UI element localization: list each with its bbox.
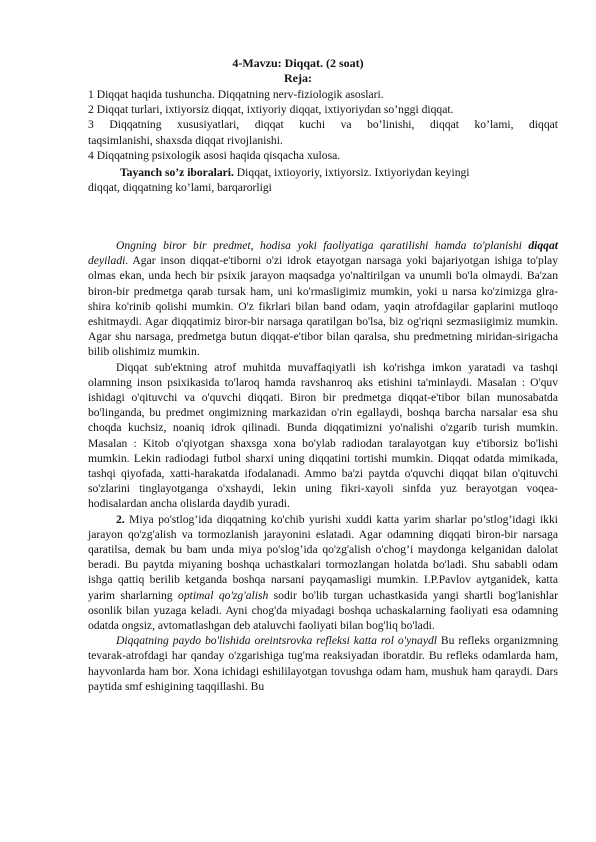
plan-item: 4 Diqqatning psixologik asosi haqida qisqacha xulosa. bbox=[88, 148, 341, 162]
paragraph bbox=[88, 633, 558, 694]
page-title: 4-Mavzu: Diqqat. (2 soat) bbox=[232, 56, 364, 70]
plan-item-continued: taqsimlanishi, shaxsda diqqat rivojlanishi. bbox=[88, 133, 283, 147]
definition-term: diqqat bbox=[528, 239, 558, 252]
definition-lead: Ongning biror bir predmet, hodisa yoki faoliyatiga qaratilishi hamda to'planishi bbox=[116, 239, 529, 252]
keywords-block bbox=[88, 165, 558, 195]
body-text bbox=[88, 238, 558, 694]
paragraph-text: Bu refleks organizmning tevarak-atrofdagi har qanday o'zgarishiga tug'ma reaksiyadan iboratdir. Bu refleks odamlarda ham, hayvonlarda ham bor. Xona ichidagi eshililayotgan tovushga odam ham, mushuk ham qaraydi. Dars paytida smf eshigining taqqillashi. Bu bbox=[88, 634, 559, 693]
paragraph bbox=[88, 238, 558, 360]
keywords-text-continued: diqqat, diqqatning ko’lami, barqarorligi bbox=[88, 181, 272, 195]
emphasis-sentence: Diqqatning paydo bo'lishida oreintsrovka refleksi katta rol o'ynaydl bbox=[116, 634, 438, 648]
keywords-text: Diqqat, ixtioyoriy, ixtiyorsiz. Ixtiyoriydan keyingi bbox=[233, 166, 470, 179]
paragraph: Diqqat sub'ektning atrof muhitda muvaffaqiyatli ish ko'rishga imkon yaratadi va tashqi olamning inson psixikasida to'laroq hamda ravshanroq aks etishini ta'minlaydi. Masalan : O'quv ishidagi o'qituvchi va o'quvchi diqqati. Biron bir predmetga diqqat-e'tibor bilan munosabatda bo'linganda, bu predmet ongimizning markazidan o'rin egallaydi, boshqa barcha narsalar esa shu choqda kuchsiz, noaniq idrok qilinadi. Bunda diqqatimizni yo'nalishi o'zgarib turish mumkin. Masalan : Kitob o'qiyotgan shaxsga xona bo'ylab radiodan taralayotgan kuy e'tiborsiz bo'lishi mumkin. Lekin radiodagi futbol sharxi uning diqqatini tortishi mumkin. Diqqat odatda mimikada, tashqi qiyofada, xatti-harakatda ifodalanadi. Ammo ba'zi paytda o'quvchi diqqat bilan o'qituvchi so'zlarini tinglayotganga o'xshaydi, lekin uning fikri-xayoli sinfda yuz berayotgan voqea-hodisalardan ancha olislarda daydib yuradi. bbox=[88, 360, 558, 511]
paragraph-text: sodir bo'lib turgan uchastkasida yangi shartli bog'lanishlar osonlik bilan yuzaga keladi. Ayni chog'da miyadagi boshqa uchaskalarning faoliyati esa odamning odatda ongsiz, avtomatlashgan deb ataluvchi faoliyati bilan bog'liq bo'ladi. bbox=[88, 588, 559, 633]
keywords-label: Tayanch so’z iboralari. bbox=[120, 166, 234, 179]
paragraph-number: 2. bbox=[116, 512, 125, 526]
definition-tail: deyiladi. bbox=[88, 254, 129, 268]
paragraph-text: Miya po'stlog’ida diqqatning ko'chib yurishi xuddi katta yarim sharlar po’stlog’idagi ikki jarayon qo'zg'alish va tormozlanish jarayonini eslatadi. Agar odamning diqqati biron-bir narsaga qaratilsa, demak bu bam unda miya po'slog’ida qo'zg'alish o'chog’i maydonga kelganidan dalolat beradi. Bu paytda miyaning boshqa uchastkalari tormozlangan holatda bo'ladi. Shu sababli odam ishga qattiq berilib ketganda boshqa narsani payqamasligi mumkin. I.P.Pavlov aytganidek, katta yarim sharlarning bbox=[88, 512, 558, 602]
plan-heading: Reja: bbox=[284, 71, 312, 85]
emphasis-term: optimal qo'zg'alish bbox=[178, 588, 269, 602]
paragraph-text: Agar inson diqqat-e'tiborni o'zi idrok etayotgan narsaga yoki bajariyotgan ishiga to'play olmas ekan, unda hech bir psixik jarayon maqsadga yo'naltirilgan va unumli bo'la olmaydi. Ba'zan biron-bir predmetga qarab tursak ham, uni ko'rmasligimiz mumkin, yoki u narsa ko'zimizga glra-shira ko'rinib qolishi mumkin. O'z fikrlari bilan band odam, yaqin atrofdagilar gaplarini mutloqo eshitmaydi. Agar diqqatimiz biror-bir narsaga qaratilgan bo'lsa, biz og'riqni sezmasiigimiz mumkin. Agar shu narsaga, predmetga butun diqqat-e'tibor bilan qaralsa, shu predmetning miridan-sirigacha bilib olishimiz mumkin. bbox=[88, 254, 558, 359]
plan-item: 1 Diqqat haqida tushuncha. Diqqatning nerv-fiziologik asoslari. bbox=[88, 88, 384, 101]
paragraph bbox=[88, 512, 558, 634]
plan-list bbox=[88, 87, 558, 163]
plan-item: 3 Diqqatning xususiyatlari, diqqat kuchi va bo’linishi, diqqat ko’lami, diqqat bbox=[88, 118, 558, 132]
plan-item: 2 Diqqat turlari, ixtiyorsiz diqqat, ixtiyoriy diqqat, ixtiyoriydan so’nggi diqqat. bbox=[88, 103, 454, 117]
